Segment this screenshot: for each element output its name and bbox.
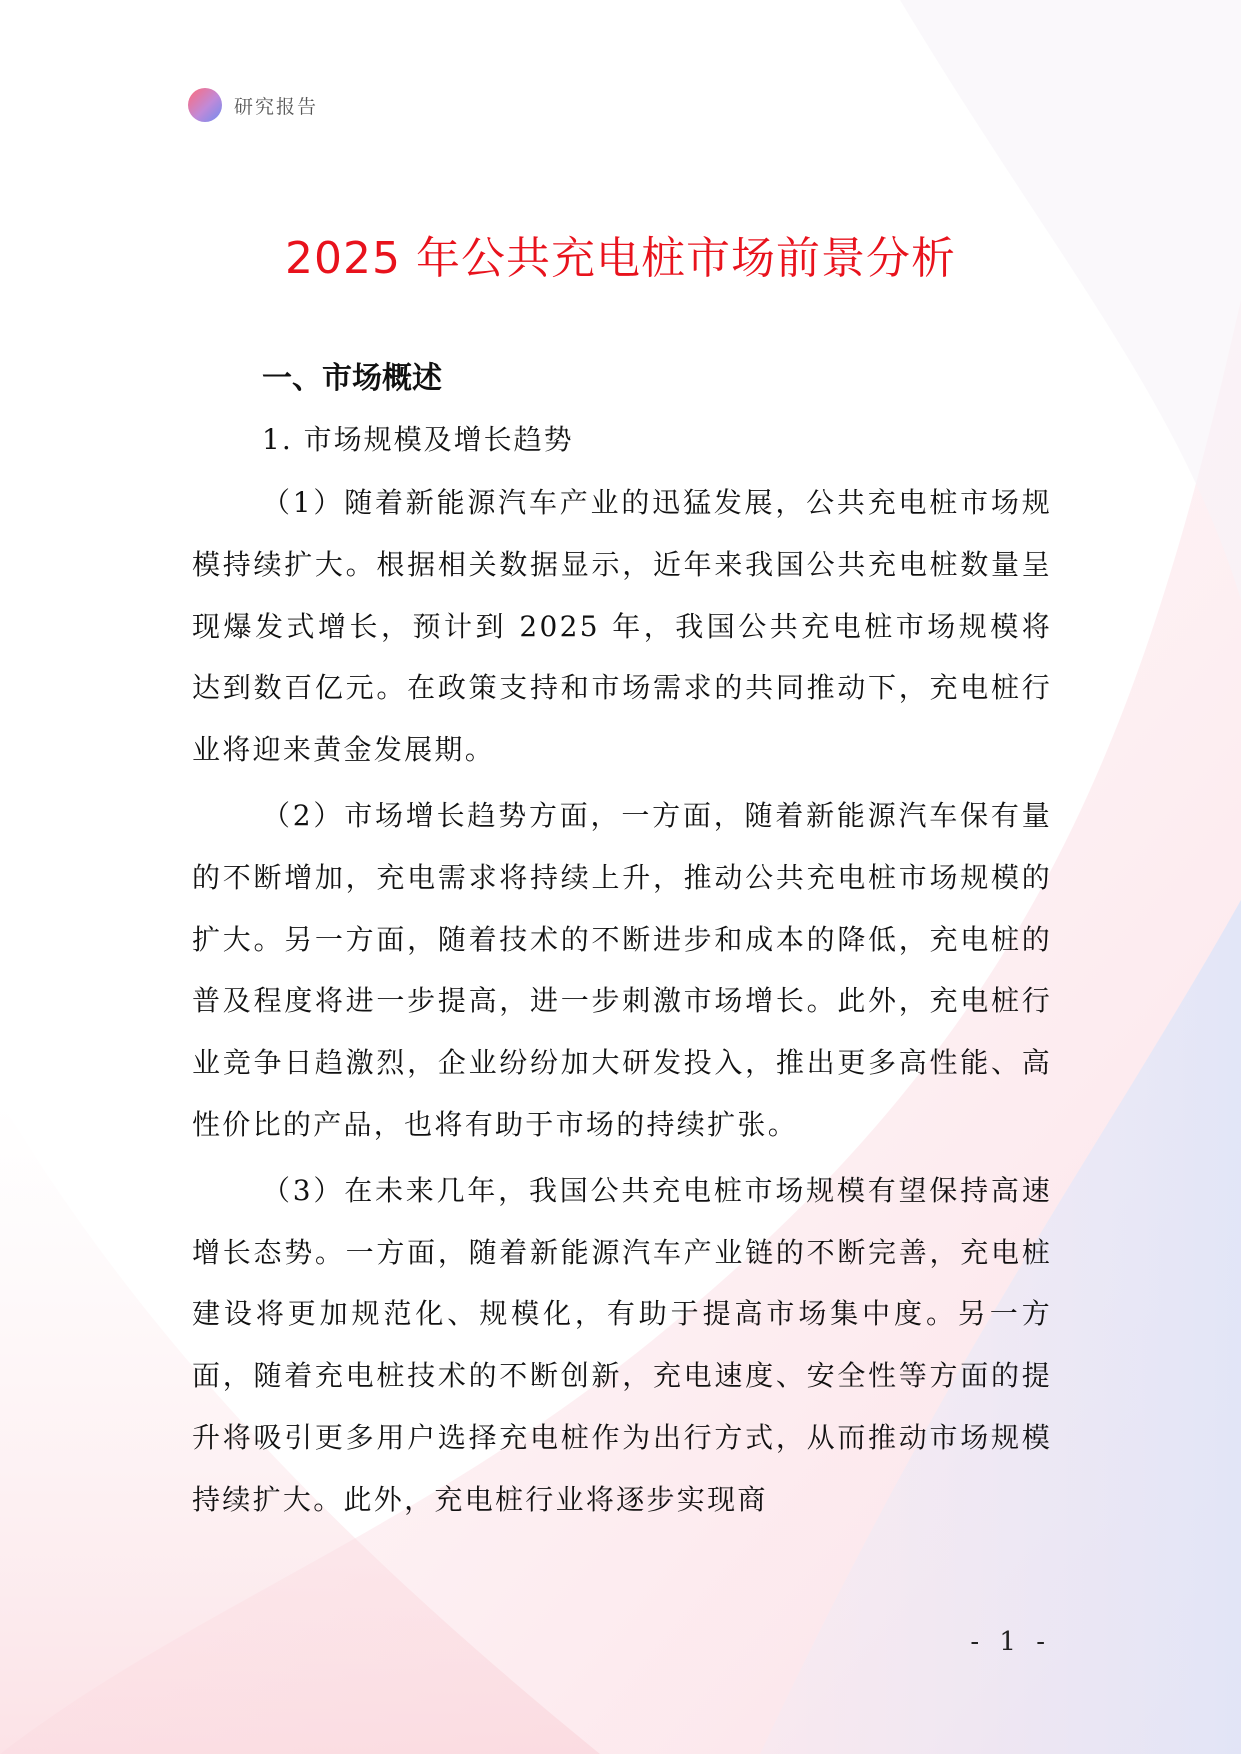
- paragraph-3: （3）在未来几年，我国公共充电桩市场规模有望保持高速增长态势。一方面，随着新能源汽车产业链的不断完善，充电桩建设将更加规范化、规模化，有助于提高市场集中度。另一方面，随着充电桩技术的不断创新，充电速度、安全性等方面的提升将吸引更多用户选择充电桩作为出行方式，从而推动市场规模持续扩大。此外，充电桩行业将逐步实现商: [192, 1173, 1052, 1516]
- document-title: 2025 年公共充电桩市场前景分析: [285, 233, 956, 284]
- paragraph-2: （2）市场增长趋势方面，一方面，随着新能源汽车保有量的不断增加，充电需求将持续上升，推动公共充电桩市场规模的扩大。另一方面，随着技术的不断进步和成本的降低，充电桩的普及程度将进一步提高，进一步刺激市场增长。此外，充电桩行业竞争日趋激烈，企业纷纷加大研发投入，推出更多高性能、高性价比的产品，也将有助于市场的持续扩张。: [192, 798, 1052, 1141]
- report-header: [188, 88, 318, 122]
- section-heading: 一、市场概述: [262, 361, 442, 396]
- document-body: [192, 352, 1052, 1531]
- gradient-circle-logo-icon: [188, 88, 222, 122]
- subsection-heading: 1. 市场规模及增长趋势: [262, 423, 574, 456]
- header-label: 研究报告: [234, 95, 319, 118]
- paragraph-1: （1）随着新能源汽车产业的迅猛发展，公共充电桩市场规模持续扩大。根据相关数据显示，近年来我国公共充电桩数量呈现爆发式增长，预计到 2025 年，我国公共充电桩市场规模将达到数百亿元。在政策支持和市场需求的共同推动下，充电桩行业将迎来黄金发展期。: [192, 486, 1052, 767]
- page-number: - 1 -: [970, 1627, 1051, 1657]
